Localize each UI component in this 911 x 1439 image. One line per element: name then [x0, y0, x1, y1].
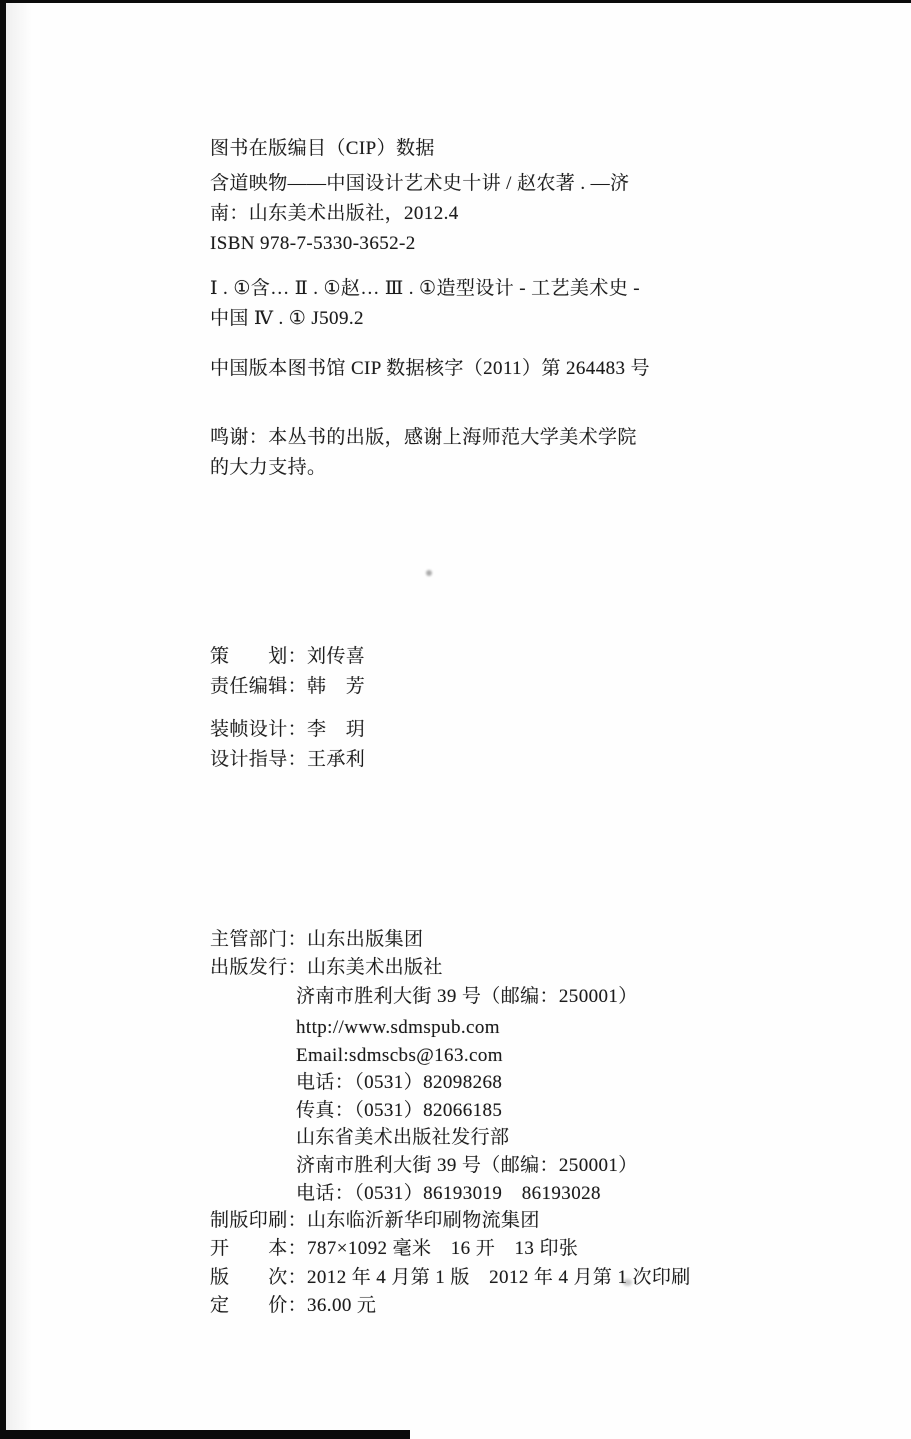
credit-planner: 策 划：刘传喜 — [210, 646, 366, 667]
credit-editor: 责任编辑：韩 芳 — [210, 676, 366, 697]
distribution-phone: 电话：（0531）86193019 86193028 — [296, 1183, 601, 1204]
cip-publisher-line: 南：山东美术出版社，2012.4 — [210, 203, 459, 224]
cip-title-line: 含道映物——中国设计艺术史十讲 / 赵农著 . —济 — [210, 173, 630, 194]
cip-class-line-2: 中国 Ⅳ . ① J509.2 — [210, 308, 364, 329]
edition-line: 版 次：2012 年 4 月第 1 版 2012 年 4 月第 1 次印刷 — [210, 1267, 691, 1288]
price-line: 定 价：36.00 元 — [210, 1295, 377, 1316]
publisher-website: http://www.sdmspub.com — [296, 1017, 500, 1038]
publisher-email: Email:sdmscbs@163.com — [296, 1045, 503, 1066]
acknowledgement-line-1: 鸣谢：本丛书的出版，感谢上海师范大学美术学院 — [210, 427, 637, 448]
cip-class-line-1: Ⅰ . ①含… Ⅱ . ①赵… Ⅲ . ①造型设计 - 工艺美术史 - — [210, 278, 640, 299]
page-text — [210, 0, 870, 1439]
isbn-line: ISBN 978-7-5330-3652-2 — [210, 233, 416, 254]
publishing-publisher: 出版发行：山东美术出版社 — [210, 957, 443, 978]
format-line: 开 本：787×1092 毫米 16 开 13 印张 — [210, 1238, 579, 1259]
publisher-phone: 电话：（0531）82098268 — [296, 1072, 503, 1093]
cip-heading: 图书在版编目（CIP）数据 — [210, 138, 435, 159]
printing-line: 制版印刷：山东临沂新华印刷物流集团 — [210, 1210, 540, 1231]
credit-designer: 装帧设计：李 玥 — [210, 719, 366, 740]
cip-record-number: 中国版本图书馆 CIP 数据核字（2011）第 264483 号 — [210, 358, 650, 379]
distribution-dept: 山东省美术出版社发行部 — [296, 1127, 510, 1148]
publishing-department: 主管部门：山东出版集团 — [210, 929, 424, 950]
publisher-address: 济南市胜利大街 39 号（邮编：250001） — [296, 986, 638, 1007]
acknowledgement-line-2: 的大力支持。 — [210, 457, 327, 478]
scan-edge-left-shadow — [6, 0, 32, 1439]
publisher-fax: 传真：（0531）82066185 — [296, 1100, 503, 1121]
credit-design-director: 设计指导：王承利 — [210, 749, 366, 770]
distribution-address: 济南市胜利大街 39 号（邮编：250001） — [296, 1155, 638, 1176]
